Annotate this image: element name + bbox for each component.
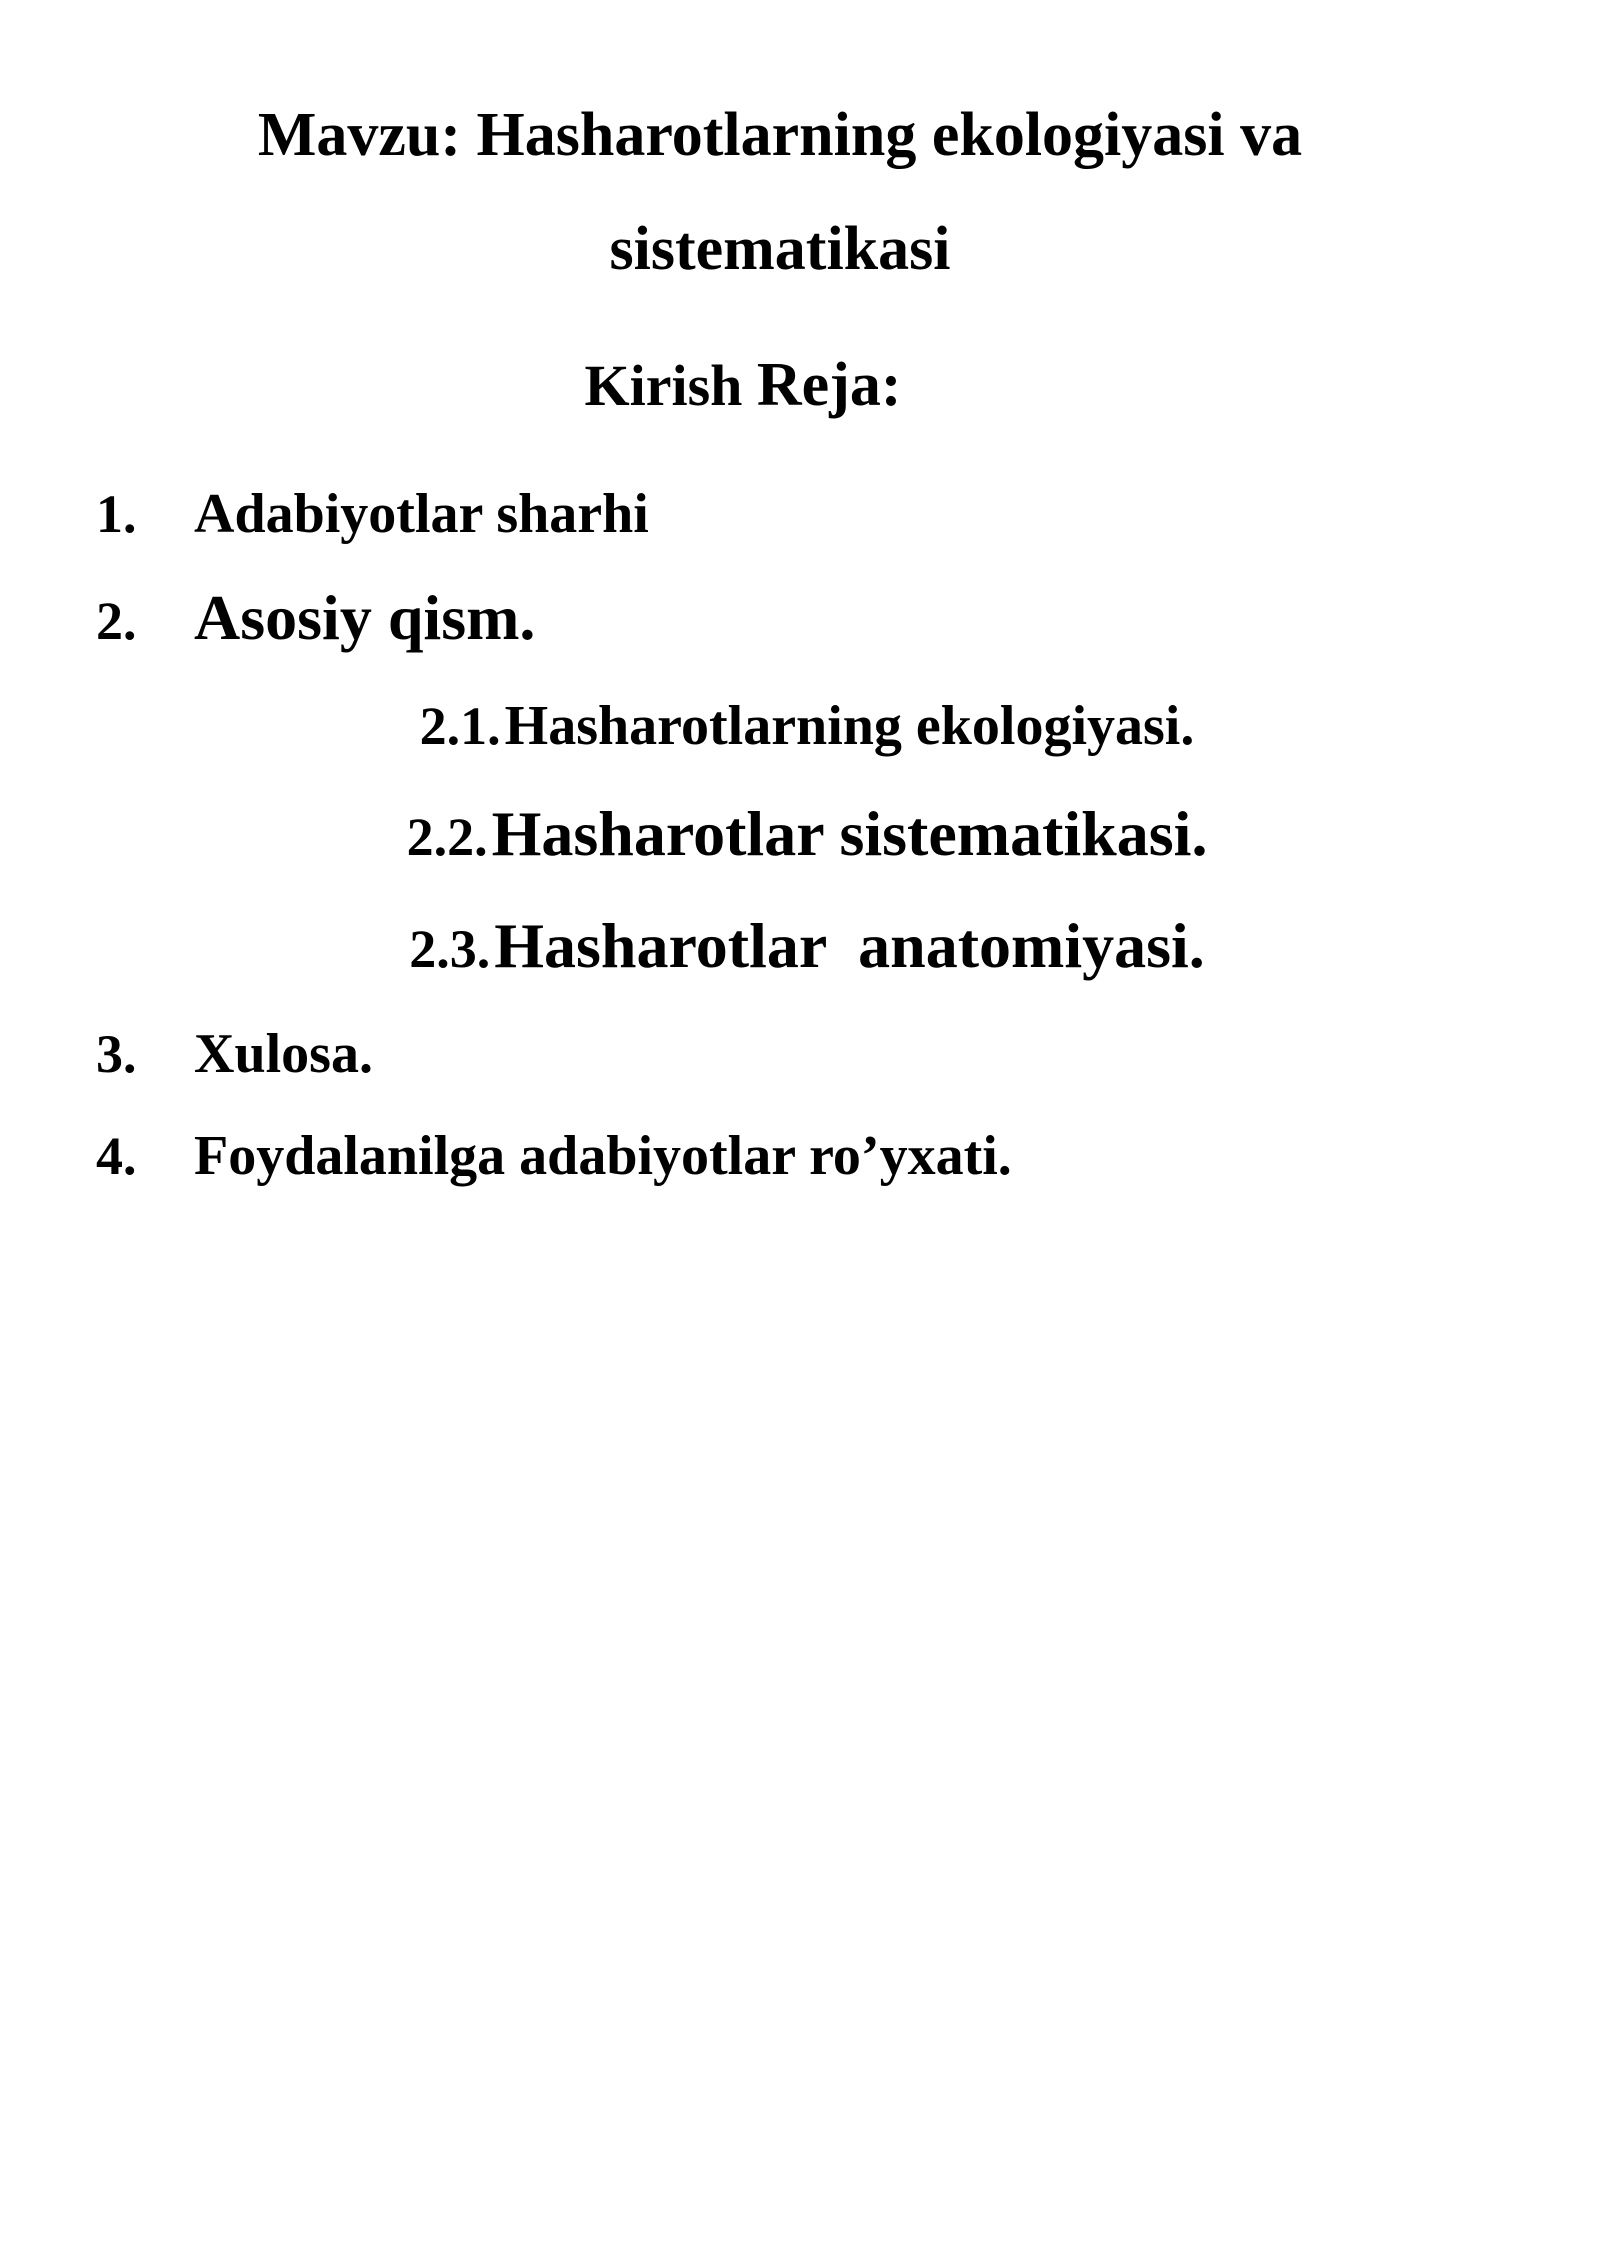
plan-subitem-label: Hasharotlar sistematikasi.	[491, 798, 1208, 869]
plan-item-number: 2.	[96, 591, 137, 651]
plan-subitem-label: Hasharotlar anatomiyasi.	[494, 910, 1205, 981]
plan-item-2	[96, 582, 536, 653]
plan-subitem-label: Hasharotlarning ekologiyasi.	[504, 695, 1195, 757]
plan-subitem-2-2	[0, 798, 1600, 869]
plan-item-number: 1.	[96, 484, 137, 544]
plan-item-number: 4.	[96, 1126, 137, 1186]
kirish-label: Kirish	[584, 353, 743, 418]
plan-subitem-number: 2.1.	[419, 696, 501, 756]
plan-subitem-number: 2.3.	[409, 919, 491, 979]
plan-item-label: Xulosa.	[194, 1023, 373, 1085]
plan-subitem-number: 2.2.	[406, 807, 488, 867]
plan-item-label: Foydalanilga adabiyotlar ro’yxati.	[194, 1125, 1012, 1187]
plan-item-label: Asosiy qism.	[194, 582, 536, 653]
document-title-line-2: sistematikasi	[609, 215, 951, 283]
plan-item-4	[96, 1125, 1012, 1187]
document-title-line-1: Mavzu: Hasharotlarning ekologiyasi va	[257, 101, 1303, 169]
plan-item-1	[96, 483, 649, 545]
plan-subitem-2-1	[0, 695, 1600, 757]
plan-item-3	[96, 1023, 373, 1085]
plan-subitem-2-3	[0, 910, 1600, 981]
plan-item-label: Adabiyotlar sharhi	[194, 483, 649, 545]
plan-item-number: 3.	[96, 1024, 137, 1084]
reja-label: Reja:	[756, 351, 902, 419]
section-heading	[0, 351, 1486, 419]
